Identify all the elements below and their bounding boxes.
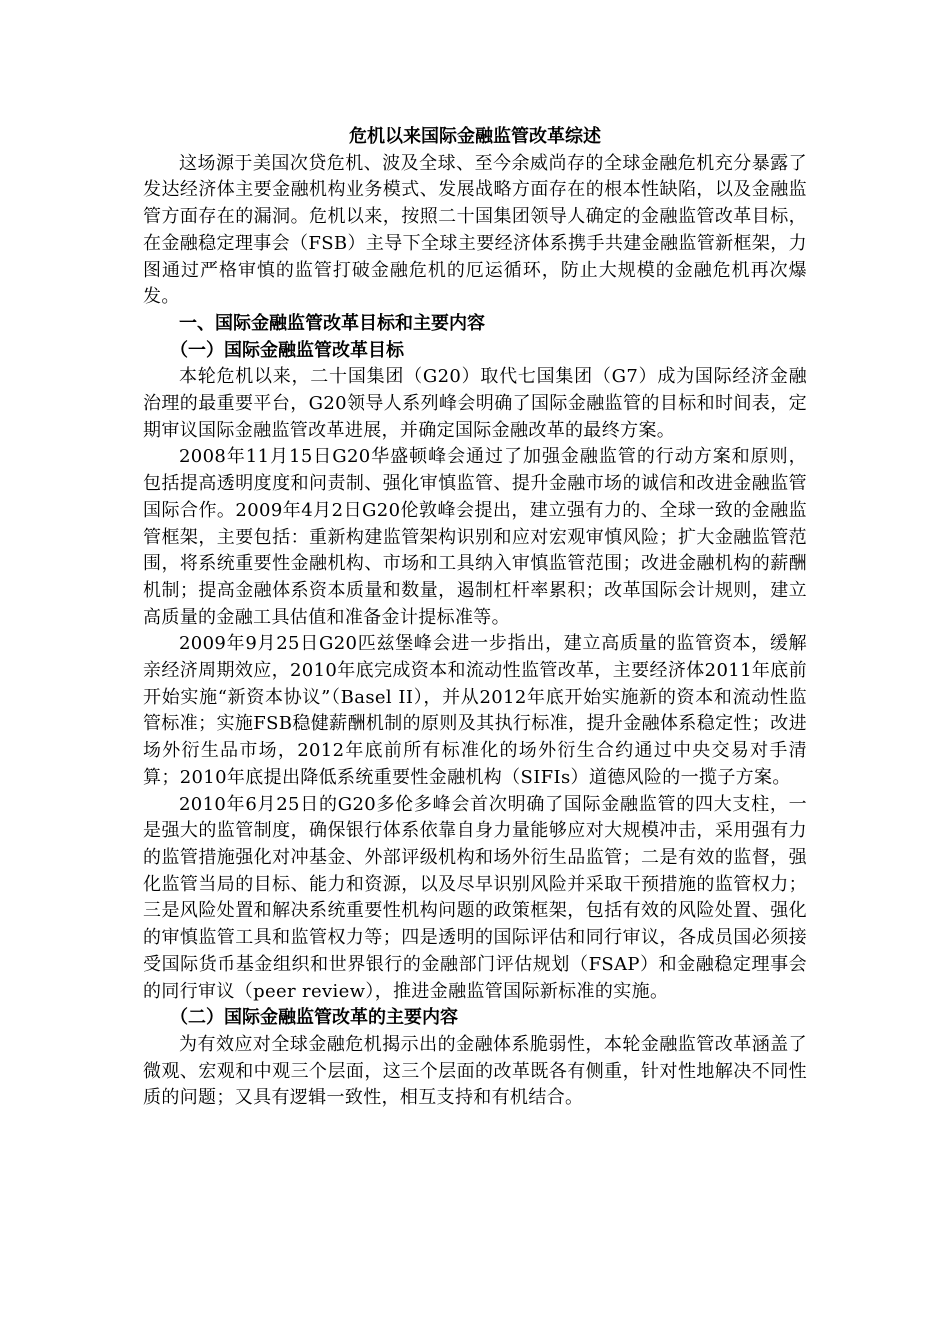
intro-paragraph: 这场源于美国次贷危机、波及全球、至今余威尚存的全球金融危机充分暴露了发达经济体主要金融机构业务模式、发展战略方面存在的根本性缺陷，以及金融监管方面存在的漏洞。危机以来，按照二十国集团领导人确定的金融监管改革目标，在金融稳定理事会（FSB）主导下全球主要经济体系携手共建金融监管新框架，力图通过严格审慎的监管打破金融危机的厄运循环，防止大规模的金融危机再次爆发。 [143,152,807,308]
subsection-heading-2: （二）国际金融监管改革的主要内容 [170,1007,458,1029]
paragraph-main-content: 为有效应对全球金融危机揭示出的金融体系脆弱性，本轮金融监管改革涵盖了微观、宏观和中观三个层面，这三个层面的改革既各有侧重，针对性地解决不同性质的问题；又具有逻辑一致性，相互支持和有机结合。 [143,1033,807,1109]
paragraph-pittsburgh: 2009年9月25日G20匹兹堡峰会进一步指出，建立高质量的监管资本，缓解亲经济周期效应，2010年底完成资本和流动性监管改革，主要经济体2011年底前开始实施“新资本协议”（Basel II），并从2012年底开始实施新的资本和流动性监管标准；实施FSB稳健薪酬机制的原则及其执行标准，提升金融体系稳定性；改进场外衍生品市场，2012年底前所有标准化的场外衍生合约通过中央交易对手清算；2010年底提出降低系统重要性金融机构（SIFIs）道德风险的一揽子方案。 [143,633,807,788]
paragraph-g20-platform: 本轮危机以来，二十国集团（G20）取代七国集团（G7）成为国际经济金融治理的最重要平台，G20领导人系列峰会明确了国际金融监管的目标和时间表，定期审议国际金融监管改革进展，并确定国际金融改革的最终方案。 [143,366,807,441]
document-body [143,124,807,1112]
subsection-heading-1: （一）国际金融监管改革目标 [170,339,404,361]
paragraph-toronto: 2010年6月25日的G20多伦多峰会首次明确了国际金融监管的四大支柱，一是强大的监管制度，确保银行体系依靠自身力量能够应对大规模冲击，采用强有力的监管措施强化对冲基金、外部评级机构和场外衍生品监管；二是有效的监督，强化监管当局的目标、能力和资源，以及尽早识别风险并采取干预措施的监管权力；三是风险处置和解决系统重要性机构问题的政策框架，包括有效的风险处置、强化的审慎监管工具和监管权力等；四是透明的国际评估和同行审议，各成员国必须接受国际货币基金组织和世界银行的金融部门评估规划（FSAP）和金融稳定理事会的同行审议（peer review），推进金融监管国际新标准的实施。 [143,793,807,1002]
paragraph-washington-london: 2008年11月15日G20华盛顿峰会通过了加强金融监管的行动方案和原则，包括提高透明度度和问责制、强化审慎监管、提升金融市场的诚信和改进金融监管国际合作。2009年4月2日G20伦敦峰会提出，建立强有力的、全球一致的金融监管框架，主要包括：重新构建监管架构识别和应对宏观审慎风险；扩大金融监管范围，将系统重要性金融机构、市场和工具纳入审慎监管范围；改进金融机构的薪酬机制；提高金融体系资本质量和数量，遏制杠杆率累积；改革国际会计规则，建立高质量的金融工具估值和准备金计提标准等。 [143,446,807,628]
section-heading-1: 一、国际金融监管改革目标和主要内容 [179,312,485,334]
document-title: 危机以来国际金融监管改革综述 [349,126,601,147]
